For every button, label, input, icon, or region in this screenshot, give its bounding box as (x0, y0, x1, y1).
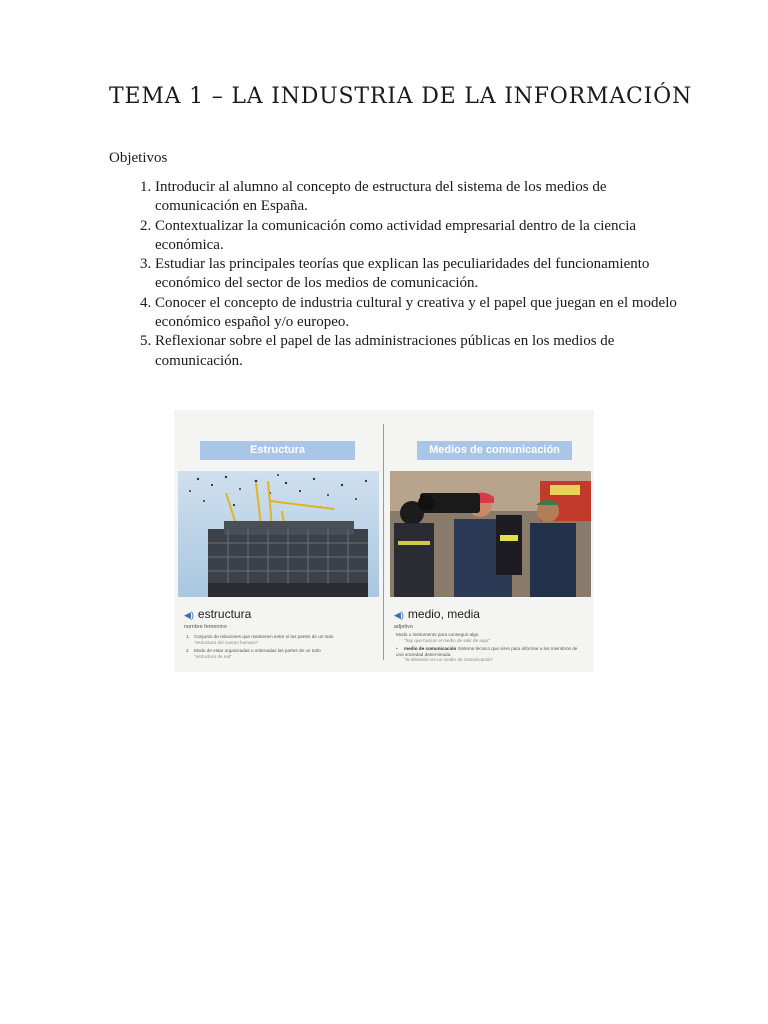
definition-item: 2. Modo de estar organizadas u ordenadas las partes de un todo "estructura de red" (186, 648, 321, 659)
list-item: 2. Contextualizar la comunicación como actividad empresarial dentro de la ciencia económica. (155, 217, 685, 256)
definition-item: • medio de comunicación Sistema técnico que sirve para informar a los miembros de una sociedad determinada. "la televisión es un medio de comunicación" (396, 646, 578, 663)
speaker-icon[interactable]: ◀) (394, 610, 404, 620)
definition-list (396, 632, 586, 666)
page-title: TEMA 1 – LA INDUSTRIA DE LA INFORMACIÓN (109, 84, 693, 109)
definitions-figure (174, 410, 594, 672)
part-of-speech: nombre femenino (184, 624, 227, 630)
headword-medio: ◀) medio, media (394, 607, 480, 621)
objectives-list (133, 178, 685, 371)
construction-photo (178, 471, 379, 597)
objectives-heading: Objetivos (109, 150, 168, 166)
list-item: 5. Reflexionar sobre el papel de las administraciones públicas en los medios de comunicación. (155, 332, 685, 371)
figure-divider (383, 424, 384, 660)
list-item: 3. Estudiar las principales teorías que explican las peculiaridades del funcionamiento económico del sector de los medios de comunicación. (155, 255, 685, 294)
definition-list (186, 634, 376, 662)
panel-header-estructura: Estructura (200, 441, 355, 460)
list-item: 4. Conocer el concepto de industria cultural y creativa y el papel que juegan en el modelo económico español y/o europeo. (155, 294, 685, 333)
panel-header-medios: Medios de comunicación (417, 441, 572, 460)
headword-estructura: ◀) estructura (184, 607, 252, 621)
part-of-speech: adjetivo (394, 624, 413, 630)
definition-item: Modo o instrumento para conseguir algo. "hay que buscar el medio de salir de aquí" (396, 632, 491, 643)
definition-item: 1. Conjunto de relaciones que mantienen entre sí las partes de un todo "estructura del cuerpo humano" (186, 634, 334, 645)
list-item: 1. Introducir al alumno al concepto de estructura del sistema de los medios de comunicación en España. (155, 178, 685, 217)
media-crew-photo (390, 471, 591, 597)
speaker-icon[interactable]: ◀) (184, 610, 194, 620)
